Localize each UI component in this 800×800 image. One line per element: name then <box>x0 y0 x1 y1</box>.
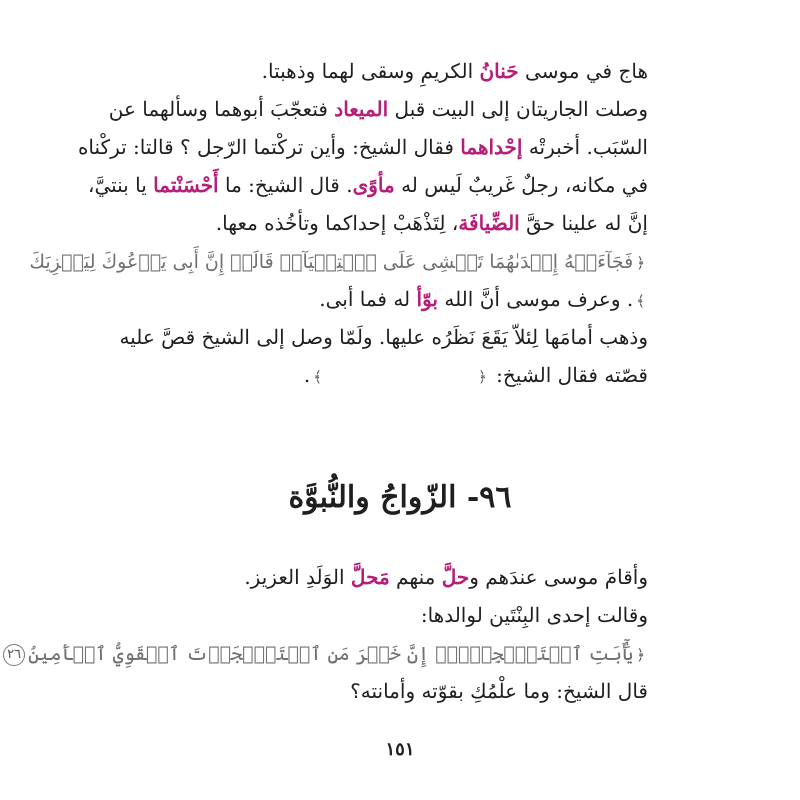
ornate-bracket-open-icon: ﴿ <box>477 367 487 386</box>
chapter-title: ٩٦- الزّواجُ والنُّبوَّة <box>288 480 512 515</box>
highlighted-word: حَنانُ <box>479 59 519 83</box>
quran-verse-line <box>7 634 648 672</box>
highlighted-word: الضِّيافَة <box>458 211 520 235</box>
text-line <box>152 672 648 710</box>
text-line <box>152 558 648 596</box>
text-run: قصّته فقال الشيخ: <box>489 363 648 387</box>
highlighted-word: إحْداهما <box>460 135 523 159</box>
text-line <box>119 318 648 356</box>
text-line <box>152 356 648 394</box>
ayah-number-marker: ٢٦ <box>3 644 25 666</box>
text-run: فقال الشيخ: وأين تركْتما الرّجل ؟ قالتا: تركْناه <box>77 135 461 159</box>
page-number: ١٥١ <box>385 739 415 760</box>
highlighted-word: أَحْسَنْتما <box>153 173 219 197</box>
highlighted-word: مأوًى <box>352 173 395 197</box>
text-line <box>152 204 648 242</box>
text-run: . <box>303 363 311 387</box>
text-run: وذهب أمامَها لِئلاّ يَقَعَ نَظَرُه عليها. ولَمّا وصل إلى الشيخ قصَّ عليه <box>119 325 648 349</box>
text-line <box>152 280 648 318</box>
quran-verse-line <box>29 242 648 280</box>
text-run: يا بنتيَّ، <box>87 173 154 197</box>
text-run: هاج في موسى <box>518 59 648 83</box>
ornate-bracket-close-icon: ﴾ <box>313 367 322 386</box>
quran-verse-text: فَجَآءَتۡهُ إِحۡدَىٰهُمَا تَمۡشِى عَلَى ٱسۡتِحۡيَآءٖ قَالَتۡ إِنَّ أَبِى يَدۡعُوكَ لِيَجۡزِيَكَ <box>29 251 634 273</box>
text-run: في مكانه، رجلٌ غَريبٌ لَيس له <box>394 173 648 197</box>
ornate-bracket-close-icon: ﴾ <box>636 291 645 310</box>
text-line <box>108 90 648 128</box>
text-run: ، لِتَذْهَبْ إحداكما وتأخُذه معها. <box>215 211 459 235</box>
text-run: الكريمِ وسقى لهما وذهبتا. <box>261 59 480 83</box>
text-run: منهم <box>389 565 442 589</box>
paragraph-section-1 <box>29 52 648 394</box>
text-run: إنَّ له علينا حقَّ <box>519 211 648 235</box>
text-line <box>152 596 648 634</box>
text-run: السّبَب. أخبرتْه <box>522 135 648 159</box>
ornate-bracket-open-icon: ﴿ <box>636 645 645 664</box>
text-run: . وعرف موسى أنَّ الله <box>437 287 634 311</box>
quran-verse-text: يَٰٓأَبَتِ ٱسۡتَـٔۡجِرۡهُۖ إِنَّ خَيۡرَ مَنِ ٱسۡتَـٔۡجَرۡتَ ٱلۡقَوِيُّ ٱلۡأَمِينُ <box>28 643 634 665</box>
highlighted-word: حلَّ <box>441 565 470 589</box>
ornate-bracket-open-icon: ﴿ <box>636 253 645 272</box>
text-line <box>152 52 648 90</box>
highlighted-word: الميعاد <box>334 97 389 121</box>
text-run: قال الشيخ: وما علْمُكِ بقوّته وأمانته؟ <box>350 679 648 703</box>
text-run: وأقامَ موسى عندَهم و <box>469 565 648 589</box>
text-run: الوَلَدِ العزيز. <box>244 565 351 589</box>
text-run: وقالت إحدى البِنْتَين لوالدها: <box>420 603 648 627</box>
text-run: وصلت الجاريتان إلى البيت قبل <box>388 97 648 121</box>
highlighted-word: بوّأ <box>416 287 438 311</box>
text-line <box>87 166 648 204</box>
text-run: . قال الشيخ: ما <box>218 173 353 197</box>
text-run: فتعجّبَ أبوهما وسألهما عن <box>108 97 335 121</box>
highlighted-word: مَحلَّ <box>350 565 390 589</box>
text-run: له فما أبى. <box>319 287 417 311</box>
text-line <box>77 128 648 166</box>
paragraph-section-2 <box>7 558 648 710</box>
